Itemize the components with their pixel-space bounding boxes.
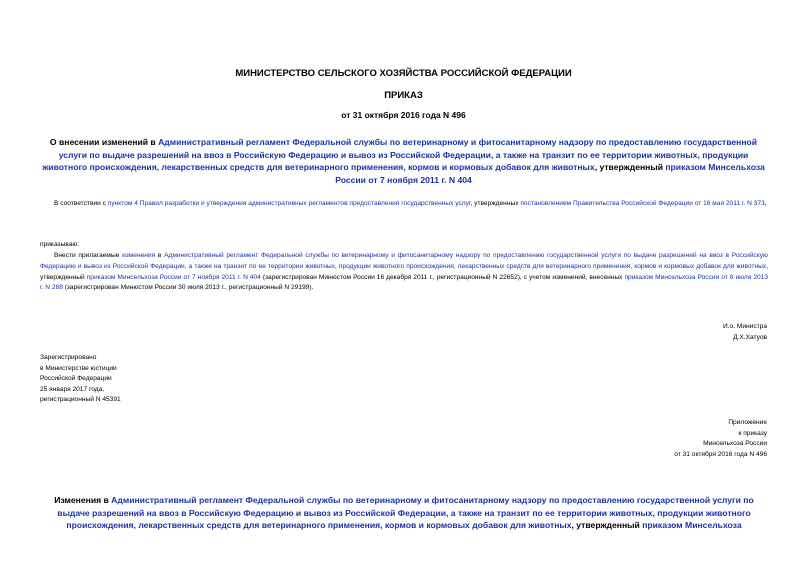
order-text-1: Внести прилагаемые: [54, 252, 123, 259]
order-text-3: , утвержденный: [40, 262, 768, 281]
registration-line: Российской Федерации: [40, 375, 112, 382]
registration-line: в Министерстве юстиции: [40, 364, 117, 372]
appendix-line: Минсельхоза России: [703, 440, 767, 447]
title-prefix: О внесении изменений в: [49, 137, 159, 147]
preamble-text-1: В соответствии с: [54, 200, 108, 207]
order-text-5: (зарегистрирован Минюстом России 30 июля 2013 г., регистрационный N 29199).: [62, 284, 314, 292]
preamble-text-2: , утвержденных: [470, 200, 521, 207]
order-word: приказываю:: [40, 241, 80, 248]
order-text-2: в: [155, 252, 165, 259]
registration-block: [40, 353, 121, 406]
changes-title-middle: , утвержденный: [571, 520, 643, 530]
order-text-4: (зарегистрирован Минюстом России 16 декабря 2011 г., регистрационный N 22652), с учетом изменений, внесенных: [260, 273, 625, 281]
changes-title-order-link[interactable]: приказом Минсельхоза: [642, 520, 742, 530]
document-title: [42, 136, 765, 186]
preamble-paragraph: [40, 199, 768, 210]
appendix-line: от 31 октября 2016 года N 496: [674, 450, 767, 458]
changes-link[interactable]: изменения: [122, 252, 156, 259]
title-middle: , утвержденный: [594, 162, 666, 172]
signer-block: [723, 322, 767, 343]
registration-line: Зарегистрировано: [40, 354, 97, 361]
order-404-link[interactable]: приказом Минсельхоза России от 7 ноября 2011 г. N 404: [86, 273, 261, 281]
order-268-link[interactable]: приказом Минсельхоза России от 8 июля 2013 г. N 268: [40, 273, 769, 292]
registration-line: 25 января 2017 года,: [40, 385, 105, 393]
appendix-block: [674, 418, 767, 460]
document-type: ПРИКАЗ: [384, 90, 423, 101]
signer-position: И.о. Министра: [722, 323, 767, 330]
document-date-number: от 31 октября 2016 года N 496: [341, 110, 466, 120]
signer-name: Д.Х.Хатуов: [733, 333, 767, 341]
appendix-line: Приложение: [728, 419, 767, 426]
regulation-link[interactable]: Административный регламент Федеральной службы по ветеринарному и фитосанитарному надзору по предоставлению государственной услуги по выдаче разрешений на ввоз в Российскую Федерацию и вывоз из Российской Федерации, а также на транзит по ее территории животных, продукции животного происхождения, лекарственных средств для ветеринарного применения, кормов и кормовых добавок для животных: [40, 252, 768, 270]
changes-title-prefix: Изменения в: [54, 495, 112, 505]
registration-line: регистрационный N 45391: [40, 396, 121, 403]
preamble-text-3: ,: [764, 200, 767, 207]
government-decree-link[interactable]: постановлением Правительства Российской Федерации от 16 мая 2011 г. N 373: [520, 200, 765, 207]
title-regulation-link[interactable]: Административный регламент Федеральной службы по ветеринарному и фитосанитарному надзору по предоставлению государственной услуги по выдаче разрешений на ввоз в Российскую Федерацию и вывоз из Российской Федерации, а также на транзит по ее территории животных, продукции животного происхождения, лекарственных средств для ветеринарного применения, кормов и кормовых добавок для животных: [42, 137, 758, 172]
ministry-heading: МИНИСТЕРСТВО СЕЛЬСКОГО ХОЗЯЙСТВА РОССИЙСКОЙ ФЕДЕРАЦИИ: [235, 68, 572, 79]
appendix-line: к приказу: [738, 429, 767, 437]
changes-title-regulation-link[interactable]: Административный регламент Федеральной службы по ветеринарному и фитосанитарному надзору по предоставлению государственной услуги по выдаче разрешений на ввоз в Российскую Федерацию и вывоз из Российской Федерации, а также на транзит по ее территории животных, продукции животного происхождения, лекарственных средств для ветеринарного применения, кормов и кормовых добавок для животных: [57, 495, 754, 530]
title-order-link[interactable]: приказом Минсельхоза России от 7 ноября 2011 г. N 404: [335, 162, 765, 185]
order-paragraph: [40, 251, 768, 294]
changes-title: [40, 494, 768, 532]
rules-link[interactable]: пунктом 4 Правил разработки и утверждения административных регламентов предоставления государственных услуг: [107, 200, 471, 207]
